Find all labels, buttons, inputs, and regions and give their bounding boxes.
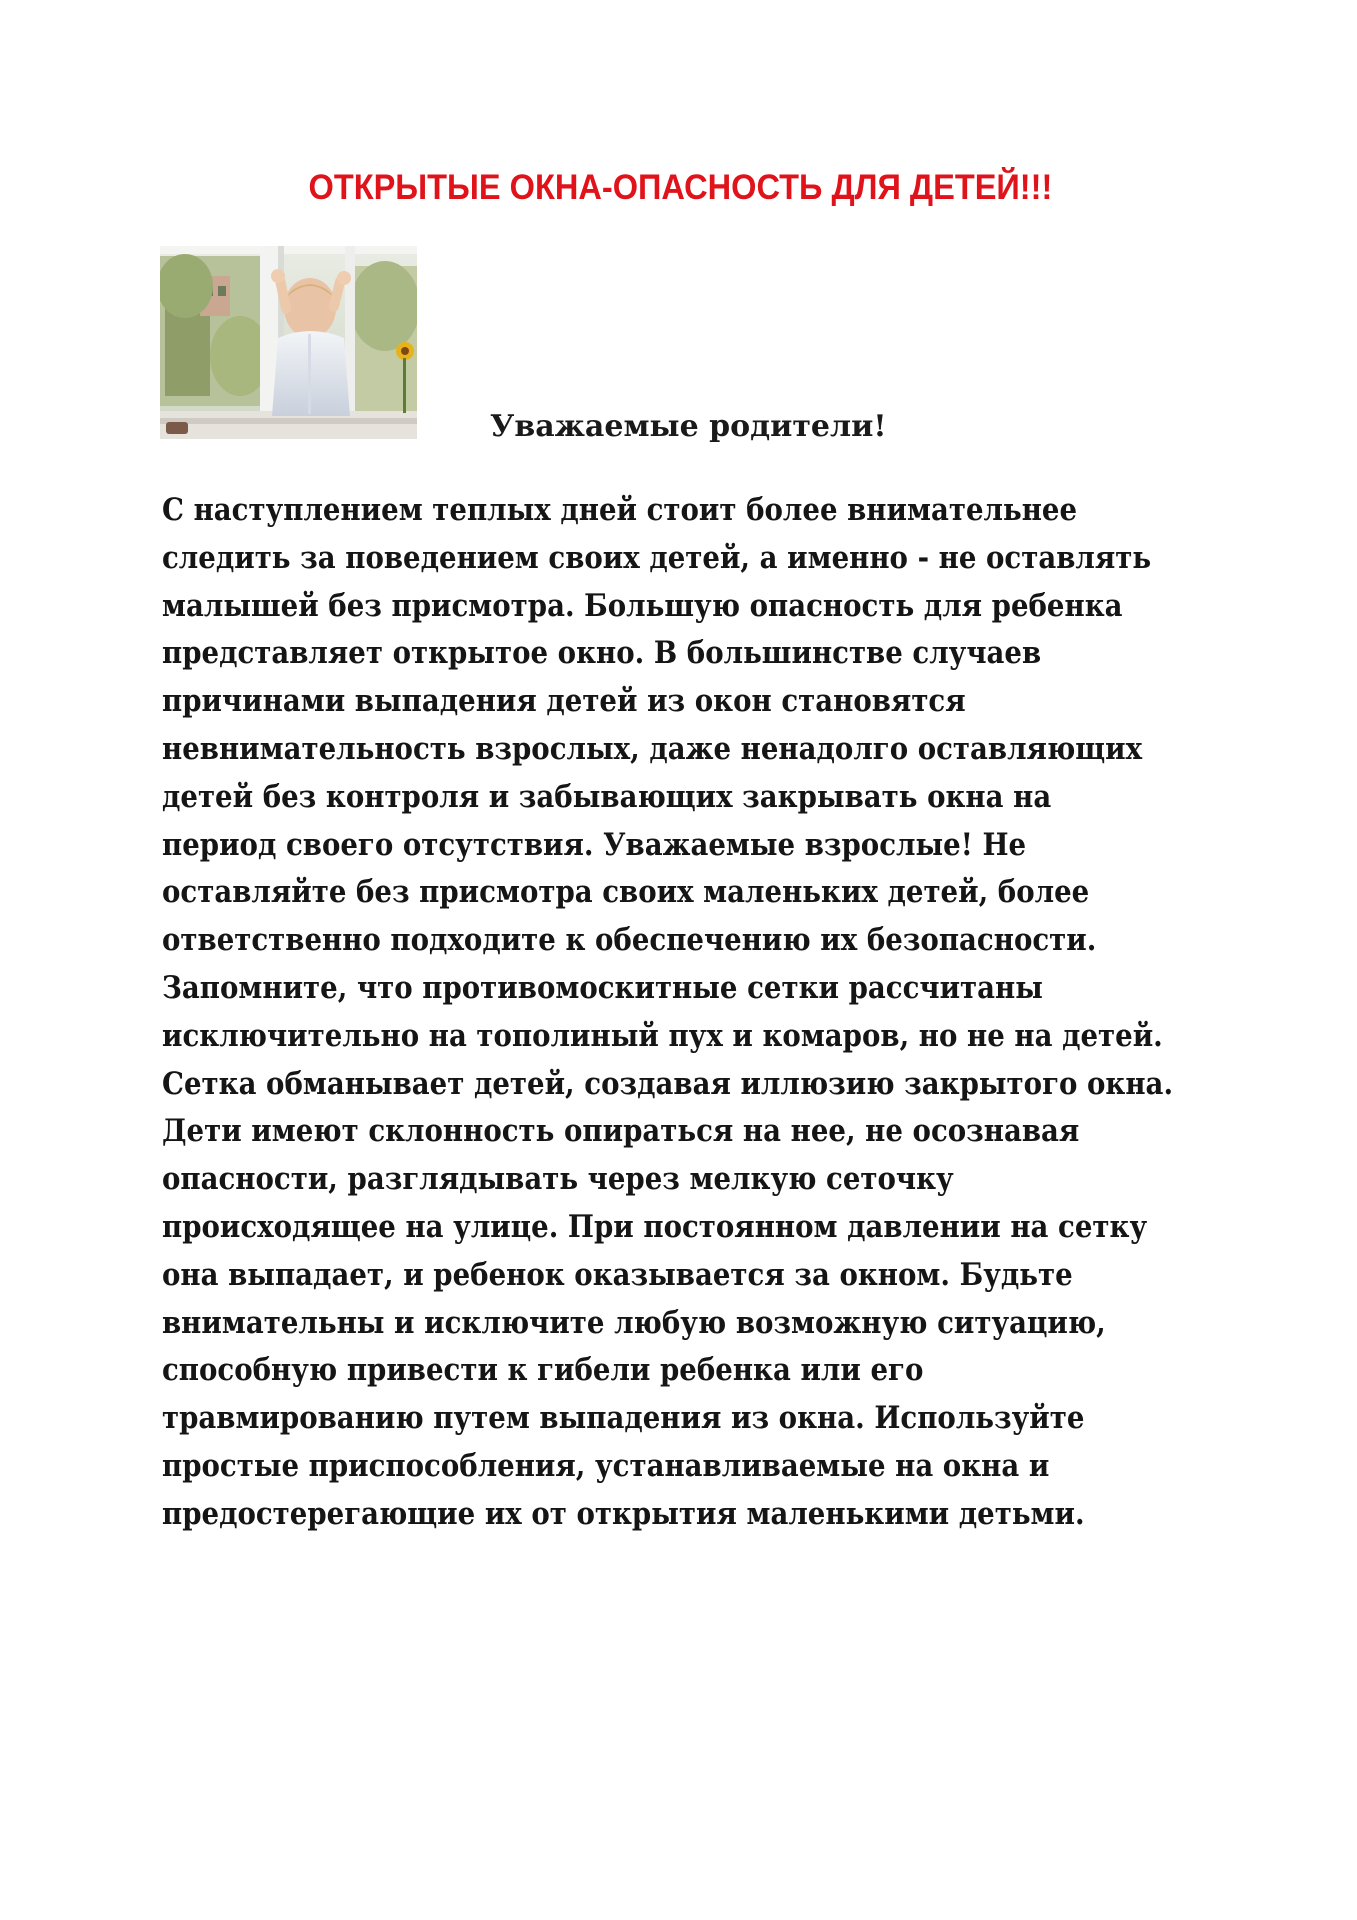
paragraph-line: ответственно подходите к обеспечению их безопасности. (162, 922, 1097, 959)
paragraph-line: исключительно на тополиный пух и комаров, но не на детей. (162, 1017, 1163, 1054)
paragraph-line: травмированию путем выпадения из окна. Используйте (162, 1400, 1085, 1437)
document-title: ОТКРЫТЫЕ ОКНА-ОПАСНОСТЬ ДЛЯ ДЕТЕЙ!!! (308, 168, 1053, 207)
paragraph-line: она выпадает, и ребенок оказывается за окном. Будьте (162, 1256, 1073, 1293)
paragraph-line: опасности, разглядывать через мелкую сеточку (162, 1161, 954, 1198)
body-paragraph (162, 487, 1282, 1539)
paragraph-line: оставляйте без присмотра своих маленьких детей, более (162, 874, 1090, 911)
paragraph-line: способную привести к гибели ребенка или его (162, 1352, 924, 1389)
paragraph-line: происходящее на улице. При постоянном давлении на сетку (162, 1208, 1148, 1245)
paragraph-line: Сетка обманывает детей, создавая иллюзию закрытого окна. (162, 1065, 1174, 1102)
paragraph-line: малышей без присмотра. Большую опасность для ребенка (162, 587, 1123, 624)
paragraph-line: С наступлением теплых дней стоит более внимательнее (162, 492, 1078, 528)
paragraph-line: простые приспособления, устанавливаемые на окна и (162, 1447, 1050, 1484)
paragraph-line: представляет открытое окно. В большинстве случаев (162, 635, 1042, 672)
paragraph-line: период своего отсутствия. Уважаемые взрослые! Не (162, 826, 1027, 863)
paragraph-line: внимательны и исключите любую возможную ситуацию, (162, 1304, 1106, 1341)
paragraph-line: предостерегающие их от открытия маленькими детьми. (162, 1495, 1085, 1532)
paragraph-line: причинами выпадения детей из окон становятся (162, 683, 966, 720)
paragraph-line: невнимательность взрослых, даже ненадолго оставляющих (162, 730, 1143, 767)
paragraph-line: детей без контроля и забывающих закрывать окна на (162, 778, 1052, 815)
child-at-window-photo (160, 246, 417, 439)
paragraph-line: Дети имеют склонность опираться на нее, не осознавая (162, 1113, 1080, 1150)
paragraph-line: Запомните, что противомоскитные сетки рассчитаны (162, 969, 1043, 1006)
paragraph-line: следить за поведением своих детей, а именно - не оставлять (162, 539, 1152, 576)
greeting-heading: Уважаемые родители! (490, 409, 887, 444)
